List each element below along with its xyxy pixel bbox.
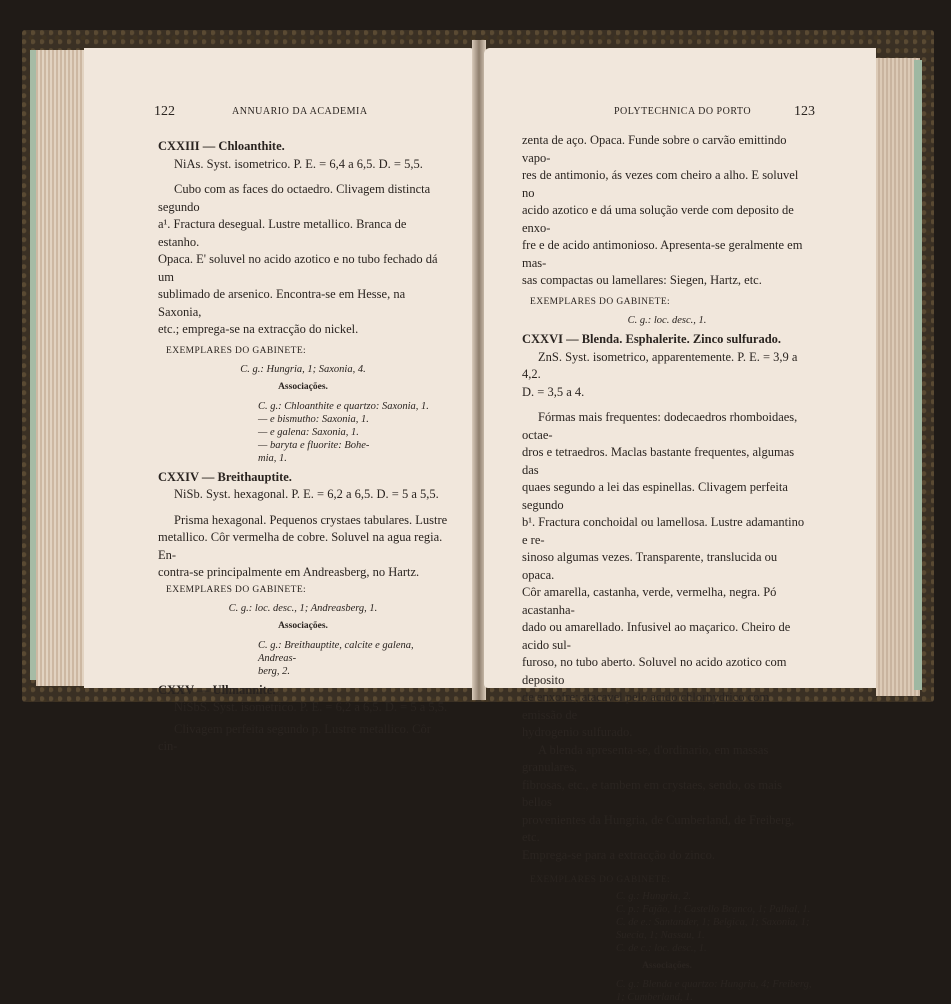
text-line: sublimado de arsenico. Encontra-se em Hesse, na Saxonia, [158,287,406,319]
association-line: C. g.: Breithauptite, calcite e galena, Andreas- [258,639,414,664]
text-line: Clivagem perfeita segundo p. Lustre metallico. Côr cin- [158,721,431,753]
text-line: Côr amarella, castanha, verde, vermelha, negra. Pó acastanha- [522,585,777,617]
association-line: — e bismutho: Saxonia, 1. [258,413,369,425]
right-endpaper [914,60,922,690]
text-line: b¹. Fractura conchoidal ou lamellosa. Lustre adamantino e re- [522,515,805,547]
text-line: NiAs. Syst. isometrico. P. E. = 6,4 a 6,5. D. = 5,5. [174,156,423,171]
left-page-number: 122 [154,104,175,119]
specimen-line: C. p.: Fajão, 1; Castello Branco, 1; Palhal, 1. [616,903,811,915]
association-line: — e galena: Saxonia, 1. [258,426,359,438]
text-line: Prisma hexagonal. Pequenos crystaes tabulares. Lustre [174,512,448,527]
association-line: berg, 2. [258,665,290,677]
mineral-heading: CXXVI — Blenda. Esphalerite. Zinco sulfurado. [522,332,782,346]
text-line: dado ou amarellado. Infusivel ao maçarico. Cheiro de acido sul- [522,620,791,652]
specimen-line: C. g.: Hungria, 1; Saxonia, 4. [240,364,366,375]
mineral-heading: CXXIII — Chloanthite. [158,139,285,153]
right-page-number: 123 [794,104,815,119]
text-line: provenientes da Hungria, de Cumberland, de Freiberg, etc. [522,812,795,844]
specimen-line: C. de e.: Santander, 1; Belgica, 1; Saxonia, 1; [616,916,810,928]
association-line: mia, 1. [258,452,287,464]
paragraph-gap [158,504,448,512]
specimen-line: C. g.: loc. desc., 1. [627,315,707,326]
text-line: Opaca. E' soluvel no acido azotico e no tubo fechado dá um [158,252,438,284]
association-line: — baryta e fluorite: Bohe- [258,439,370,451]
specimens-heading: EXEMPLARES DO GABINETE: [166,584,307,595]
text-line: hydrogenio sulfurado. [522,725,633,739]
text-line: quaes segundo a lei das espinellas. Clivagem perfeita segundo [522,480,788,512]
right-page-text [522,132,812,1004]
specimens-heading: EXEMPLARES DO GABINETE: [166,345,307,356]
specimen-line: 1; Cumberland, 1. [616,992,693,1003]
text-line: A blenda apresenta-se, d'ordinario, em massas granulares, [522,742,769,774]
text-line: a¹. Fractura desegual. Lustre metallico. Branca de estanho. [158,217,407,249]
left-running-head: ANNUARIO DA ACADEMIA [232,106,368,117]
specimen-line: C. g.: loc. desc., 1; Andreasberg, 1. [228,603,378,614]
text-line: furoso, no tubo aberto. Soluvel no acido azotico com deposito [522,655,787,687]
association-line: C. g.: Chloanthite e quartzo: Saxonia, 1. [258,400,429,412]
text-line: acido azotico e dá uma solução verde com deposito de enxo- [522,203,794,235]
text-line: fre e de acido antimonioso. Apresenta-se geralmente em mas- [522,238,803,270]
text-line: NiSbS. Syst. isometrico. P. E. = 6,2 a 6,5. D. = 5 a 5,5. [174,700,448,714]
text-line: metallico. Côr vermelha de cobre. Soluvel na agua regia. En- [158,530,443,562]
text-line: sinoso algumas vezes. Transparente, translucida ou opaca. [522,550,778,582]
specimen-line: Suecia, 1; Nassau, 1. [616,929,705,941]
right-running-head: POLYTECHNICA DO PORTO [614,106,752,117]
paragraph-gap [158,173,448,181]
associations-heading: Associações. [278,621,328,631]
text-line: Cubo com as faces do octaedro. Clivagem distincta segundo [158,182,431,214]
text-line: res de antimonio, ás vezes com cheiro a alho. E soluvel no [522,168,799,200]
text-line: fibrosas, etc., e tambem em crystaes, sendo, os mais bellos [522,777,782,809]
text-line: sas compactas ou lamellares: Siegen, Hartz, etc. [522,273,762,287]
specimens-heading: EXEMPLARES DO GABINETE: [530,296,671,307]
specimen-line: C. g.: Hungria, 2. [616,890,691,902]
right-page [484,48,876,1003]
associations-heading: Associações. [642,960,692,971]
text-line: D. = 3,5 a 4. [522,384,585,399]
text-line: Fórmas mais frequentes: dodecaedros rhomboidaes, octae- [522,410,798,442]
text-line: ZnS. Syst. isometrico, apparentemente. P. E. = 3,9 a 4,2. [522,349,798,381]
specimens-heading: EXEMPLARES DO GABINETE: [530,875,671,885]
text-line: zenta de aço. Opaca. Funde sobre o carvão emittindo vapo- [522,133,787,165]
text-line: Emprega-se para a extracção do zinco. [522,847,715,862]
left-page-edges [36,50,86,686]
paragraph-gap [522,401,812,409]
associations-heading: Associações. [278,382,328,392]
specimen-line: C. de c.: loc. desc., 1. [616,942,707,954]
text-line: de enxofre; atacavel pelo acido chlorhydrico com emissão de [522,690,770,722]
left-page [84,48,476,753]
left-page-text [158,134,448,756]
paragraph-gap [522,864,812,872]
text-line: contra-se principalmente em Andreasberg, no Hartz. [158,565,420,579]
text-line: dros e tetraedros. Maclas bastante frequentes, algumas das [522,445,795,477]
specimen-line: C. g.: Blenda e quartzo: Hungria, 4; Freiberg, [616,979,812,990]
text-line: etc.; emprega-se na extracção do nickel. [158,322,359,336]
mineral-heading: CXXIV — Breithauptite. [158,469,292,484]
mineral-heading: CXXV — Ullmannite. [158,682,276,697]
text-line: NiSb. Syst. hexagonal. P. E. = 6,2 a 6,5. D. = 5 a 5,5. [174,487,439,501]
